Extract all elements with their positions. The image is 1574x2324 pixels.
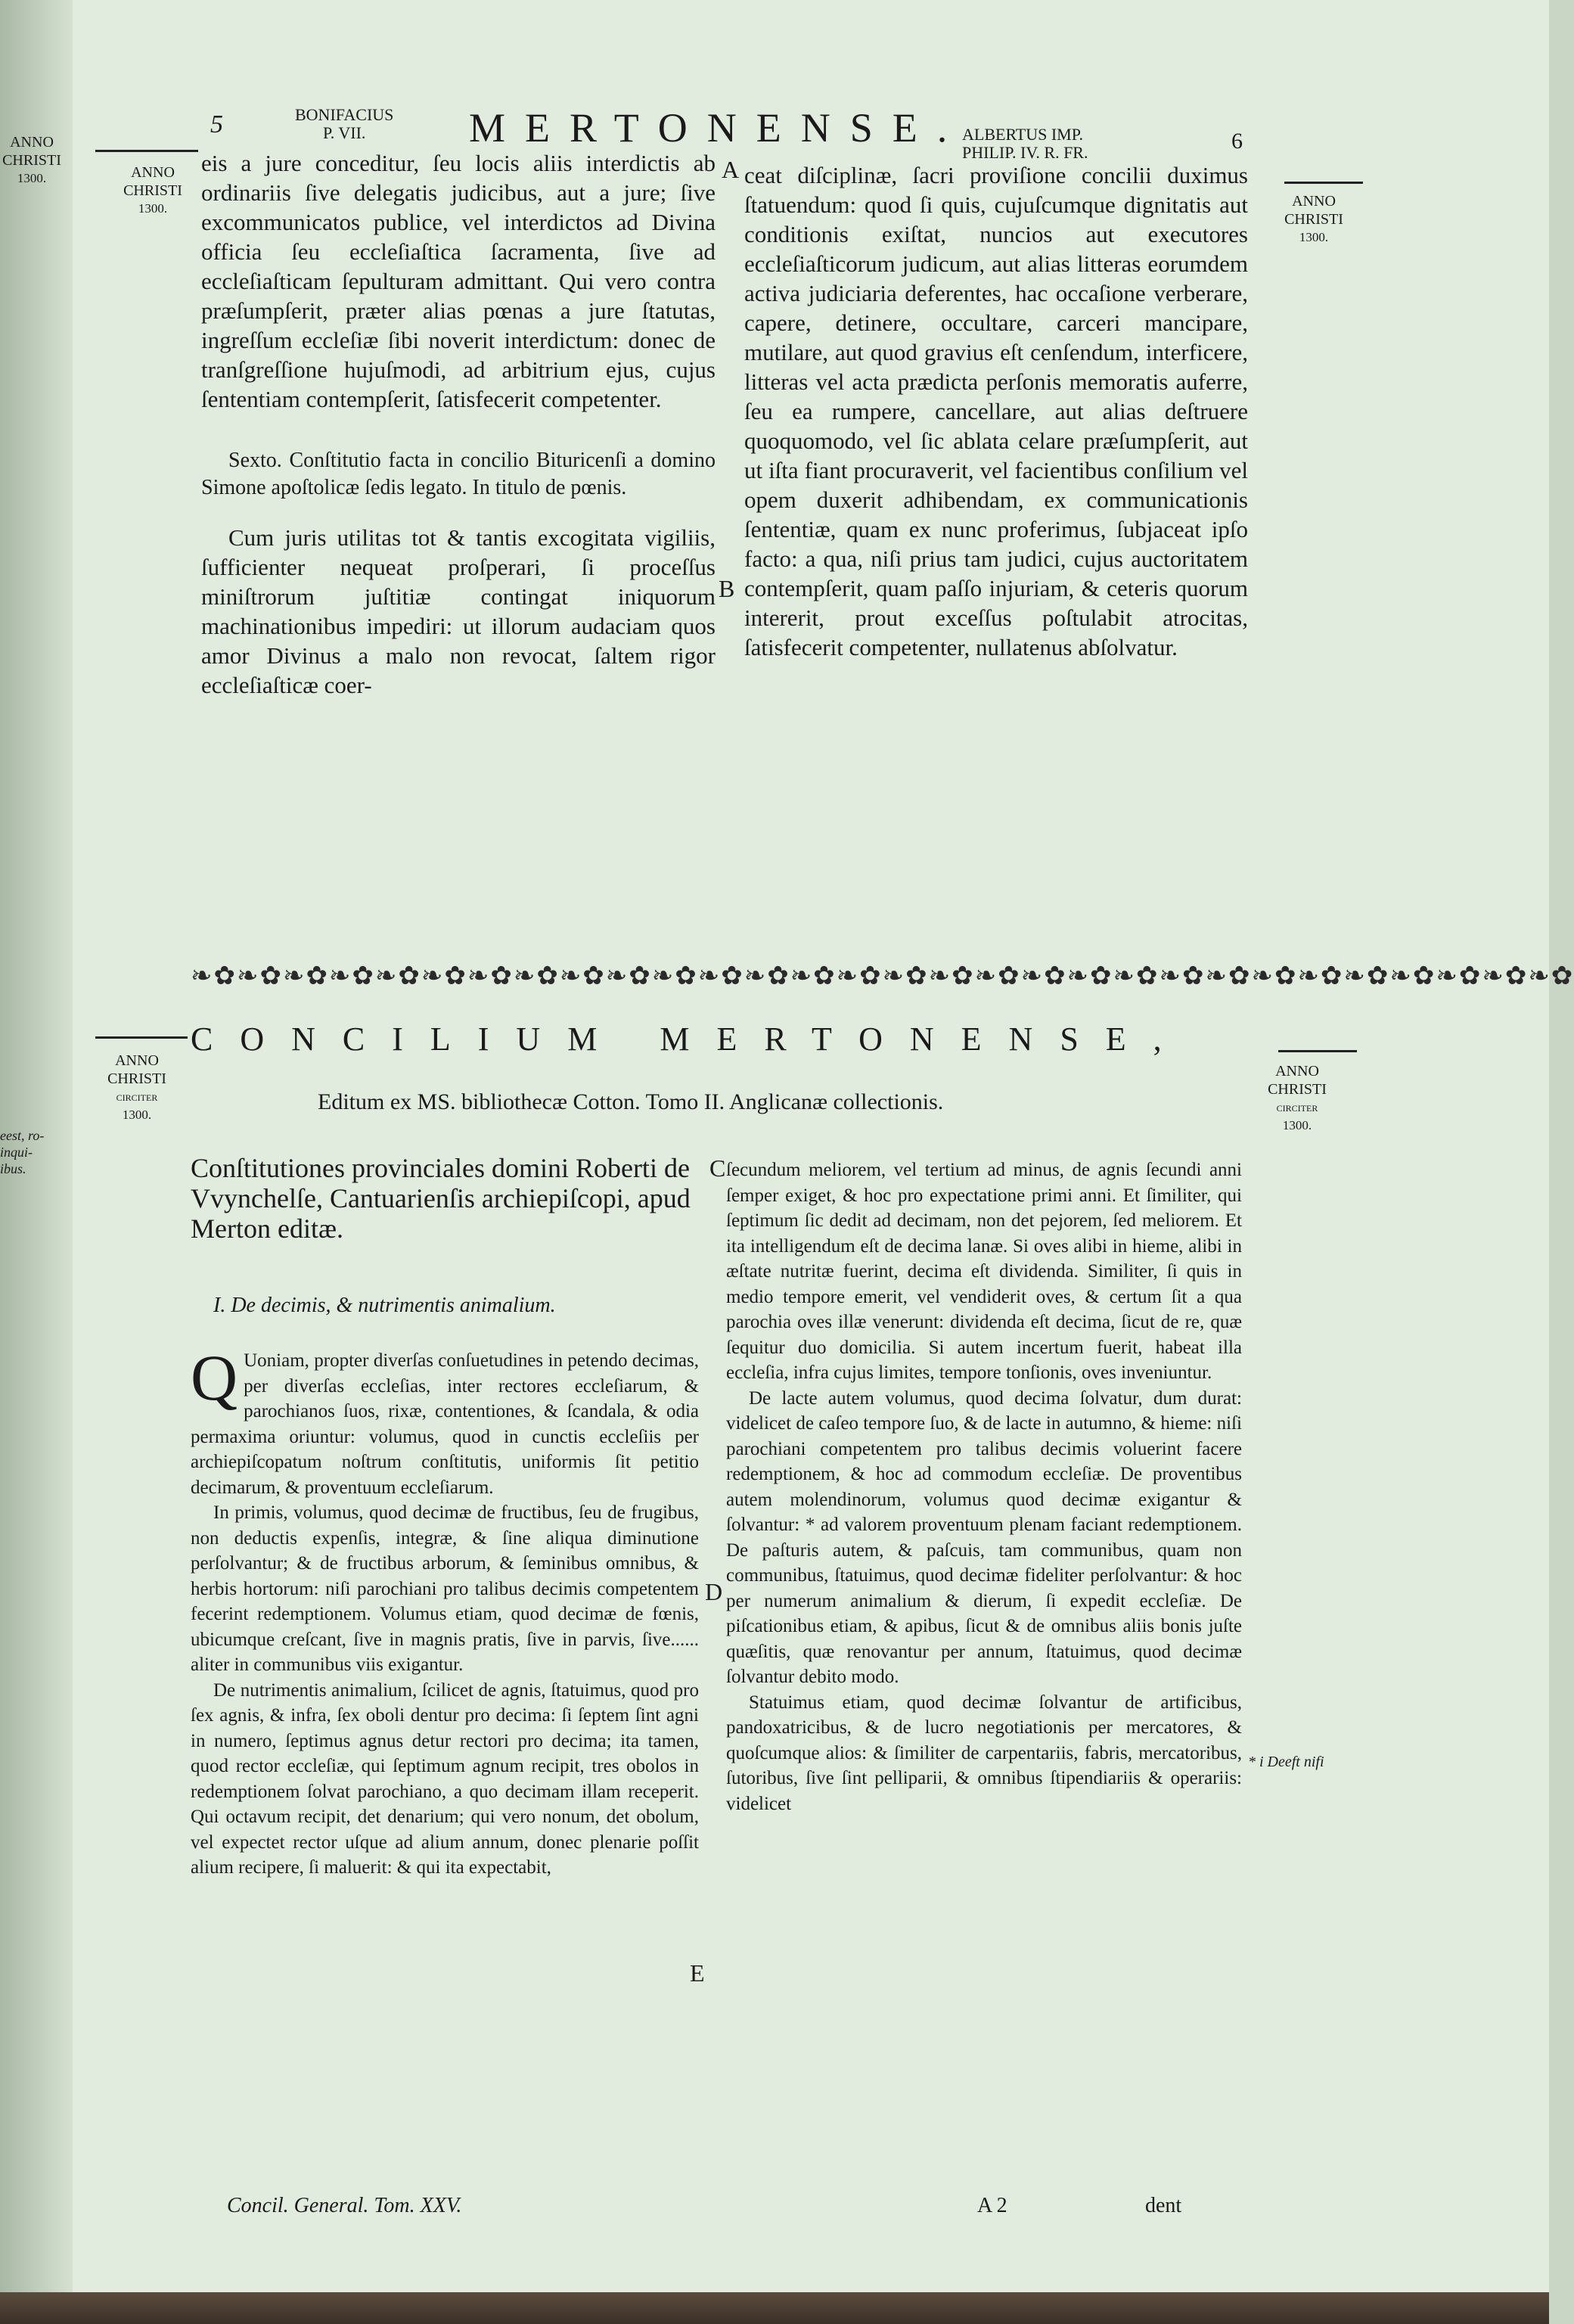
drop-cap: Q xyxy=(191,1341,238,1414)
constitution-heading: Conſtitutiones provinciales domini Roberti de Vvynchelſe, Cantuarienſis archiepiſcopi, apud Merton editæ. xyxy=(191,1153,691,1244)
side-note-year: 1300. xyxy=(17,171,47,185)
side-note-year: 1300. xyxy=(122,1108,152,1122)
top-right-column xyxy=(744,160,1248,662)
page-title: MERTONENSE. xyxy=(469,105,967,151)
facing-page-fragment: eest, ro- inqui- ibus. xyxy=(0,1128,45,1176)
table-edge xyxy=(0,2292,1549,2324)
right-page-number: 6 xyxy=(1231,129,1243,154)
side-note-anno-left xyxy=(100,163,206,218)
bottom-left-column xyxy=(191,1341,699,1881)
ornamental-border: ❧✿❧✿❧✿❧✿❧✿❧✿❧✿❧✿❧✿❧✿❧✿❧✿❧✿❧✿❧✿❧✿❧✿❧✿❧✿❧✿❧✿❧✿❧✿❧✿❧✿❧✿❧✿❧✿❧✿❧✿ xyxy=(191,962,1574,990)
left-page-number: 5 xyxy=(210,110,223,138)
margin-note: * i Deeft nifi xyxy=(1248,1754,1324,1770)
footer-catchword: dent xyxy=(1145,2194,1182,2217)
right-running-heading: ALBERTUS IMP. PHILIP. IV. R. FR. xyxy=(962,125,1088,162)
paragraph: ſecundum meliorem, vel tertium ad minus, de agnis ſecundi anni ſemper exiget, & hoc pro expectatione primi anni. Et ſimiliter, qui ſeptimum ſic dedit ad decimam, non det pejorem, ſed meliorem. Et ita intelligendum eſt de decima lanæ. Si oves alibi in hieme, alibi in æſtate nutritæ fuerint, decima eſt dividenda. Similiter, ſi quis in medio tempore emerit, vel vendiderit oves, & certum ſit a qua parochia oves illæ venerunt: dividenda eſt decima, ſicut de re, quæ ſequitur duo domicilia. Si autem incertum fuerit, habeat illa eccleſia, infra cujus limites, tempore tonſionis, oves inveniuntur. xyxy=(726,1160,1242,1383)
side-note-anno-circiter-left xyxy=(88,1052,186,1124)
paragraph xyxy=(191,1341,699,1500)
margin-letter-a: A xyxy=(722,156,740,183)
side-note-label: ANNO CHRISTI xyxy=(1268,1063,1327,1098)
side-note-year: 1300. xyxy=(1299,230,1329,244)
margin-letter-e: E xyxy=(690,1959,705,1987)
paragraph: In primis, volumus, quod decimæ de fructibus, ſeu de frugibus, non deductis expenſis, integræ, & ſine aliqua diminutione perſolvantur; & de fructibus arborum, & ſeminibus omnibus, & herbis hortorum: niſi parochiani pro talibus decimis competentem fecerint redemptionem. Volumus etiam, quod decimæ de fœnis, ubicumque creſcant, ſive in magnis pratis, ſive in parvis, ſive...... aliter in communibus viis exigantur. xyxy=(191,1502,699,1675)
side-note-year: 1300. xyxy=(138,201,168,216)
council-title: CONCILIUM MERTONENSE, xyxy=(191,1021,1189,1058)
title-rule-left xyxy=(95,1036,188,1039)
paragraph-text: Uoniam, propter diverſas conſuetudines in petendo decimas, per diverſas eccleſias, inter rectores eccleſiarum, & parochianos ſuos, rixæ, contentiones, & ſcandala, & odia permaxima oriuntur: volumus, quod in cunctis eccleſiis per archiepiſcopatum noſtrum conſtitutis, uniformis ſit petitio decimarum, & proventuum eccleſiarum. xyxy=(191,1350,699,1498)
paragraph: Statuimus etiam, quod decimæ ſolvantur de artificibus, pandoxatricibus, & de lucro negotiationis per mercatores, & quoſcumque alios: & ſimiliter de carpentariis, fabris, mercatoribus, ſutoribus, ſive ſint pelliparii, & omnibus ſtipendiariis & operariis: videlicet xyxy=(726,1692,1242,1814)
title-rule-right xyxy=(1278,1050,1357,1052)
side-note-circiter: circiter xyxy=(116,1089,158,1104)
edition-note: Editum ex MS. bibliothecæ Cotton. Tomo II. Anglicanæ collectionis. xyxy=(318,1089,944,1114)
side-note-anno-right xyxy=(1265,192,1363,247)
header-rule-right xyxy=(1284,182,1363,184)
side-note-year: 1300. xyxy=(1282,1118,1312,1132)
footer-signature: A 2 xyxy=(977,2194,1007,2217)
side-note-label: ANNO CHRISTI xyxy=(2,134,61,169)
left-running-heading: BONIFACIUS P. VII. xyxy=(295,105,394,142)
side-note-label: ANNO CHRISTI xyxy=(1284,193,1343,228)
margin-letter-d: D xyxy=(705,1578,723,1605)
margin-letter-c: C xyxy=(709,1154,726,1182)
side-note-circiter: circiter xyxy=(1276,1100,1318,1114)
paragraph: De lacte autem volumus, quod decima ſolvatur, dum durat: videlicet de caſeo tempore ſuo, & de lacte in autumno, & hieme: niſi parochiani competentem pro talibus decimis voluerint facere redemptionem, & hoc ad commodum eccleſiæ. De proventibus autem molendinorum, volumus quod decimæ exigantur & ſolvantur: * ad valorem proventuum plenam faciant redemptionem. De paſturis autem, & paſcuis, tam communibus, quam non communibus, ſtatuimus, quod decimæ fideliter perſolvantur: & hoc per numerum animalium & dierum, ſi expedit eccleſiæ. De piſcationibus etiam, & apibus, ſicut & de omnibus aliis bonis juſte quæſitis, quæ renovantur per annum, ſtatuimus, quod decimæ ſolvantur debito modo. xyxy=(726,1387,1242,1687)
margin-letter-b: B xyxy=(719,575,735,602)
facing-page-side-note xyxy=(2,133,62,188)
bottom-right-column xyxy=(726,1157,1242,1816)
section-rubric: I. De decimis, & nutrimentis animalium. xyxy=(213,1294,556,1317)
paragraph: ceat diſciplinæ, ſacri proviſione concilii duximus ſtatuendum: quod ſi quis, cujuſcumque dignitatis aut conditionis exiſtat, nuncios aut executores eccleſiaſticorum judicum, aut alias litteras eorumdem activa judiciaria deferentes, hac occaſione verberare, capere, detinere, occultare, carceri mancipare, mutilare, aut quod gravius eſt cenſendum, interficere, litteras vel acta prædicta perſonis memoratis auferre, ſeu ea rumpere, cancellare, aut alias deſtruere quoquomodo, vel ſic ablata celare præſumpſerit, aut ut iſta fiant procuraverit, vel facientibus conſilium vel opem duxerit adhibendam, ex communicationis ſententiæ, quam ex nunc proferimus, ſubjaceat ipſo facto: a qua, niſi prius tam judici, cujus auctoritatem contempſerit, quam paſſo injuriam, & ceteris quorum intererit, prout exceſſus poſtulabit atrocitas, ſatisfecerit competenter, nullatenus abſolvatur. xyxy=(744,162,1248,660)
paragraph: Cum juris utilitas tot & tantis excogitata vigiliis, ſufficienter nequeat proſperari, ſi proceſſus miniſtrorum juſtitiæ contingat iniquorum machinationibus impediri: ut illorum audaciam quos amor Divinus a malo non revocat, ſaltem rigor eccleſiaſticæ coer- xyxy=(201,524,716,698)
side-note-label: ANNO CHRISTI xyxy=(107,1052,166,1087)
paragraph-heading: Sexto. Conſtitutio facta in concilio Bituricenſi a domino Simone apoſtolicæ ſedis legato. In titulo de pœnis. xyxy=(201,449,716,499)
paragraph: De nutrimentis animalium, ſcilicet de agnis, ſtatuimus, quod pro ſex agnis, & infra, ſex oboli dentur pro decima: ſi ſeptem ſint agni in numero, ſeptimus agnus detur rectori pro decima; ita tamen, quod rector eccleſiæ, qui ſeptimum agnum recipit, tres obolos in redemptionem ſolvat parochiano, a quo decimam illam receperit. Qui octavum recipit, det denarium; qui vero nonum, det obolum, vel expectet rector uſque ad alium annum, donec plenarie poſſit alium recipere, ſi maluerit: & qui ita expectabit, xyxy=(191,1679,699,1878)
side-note-anno-circiter-right xyxy=(1248,1062,1346,1135)
paragraph: eis a jure conceditur, ſeu locis aliis interdictis ab ordinariis ſive delegatis judicibus, aut a jure; ſive excommunicatos publice, vel interdictos ad Divina officia ſeu eccleſiaſtica ſacramenta, ſive ad eccleſiaſticam ſepulturam admittant. Qui vero contra præſumpſerit, præter alias pœnas a jure ſtatutas, ingreſſum eccleſiæ ſibi noverit interdictum: donec de tranſgreſſione hujuſmodi, ad arbitrium ejus, cujus ſententiam contempſerit, ſatisfecerit competenter. xyxy=(201,150,716,412)
top-left-column xyxy=(201,148,716,700)
side-note-label: ANNO CHRISTI xyxy=(123,164,182,199)
header-rule-left xyxy=(95,150,198,152)
footer-volume: Concil. General. Tom. XXV. xyxy=(227,2194,462,2217)
